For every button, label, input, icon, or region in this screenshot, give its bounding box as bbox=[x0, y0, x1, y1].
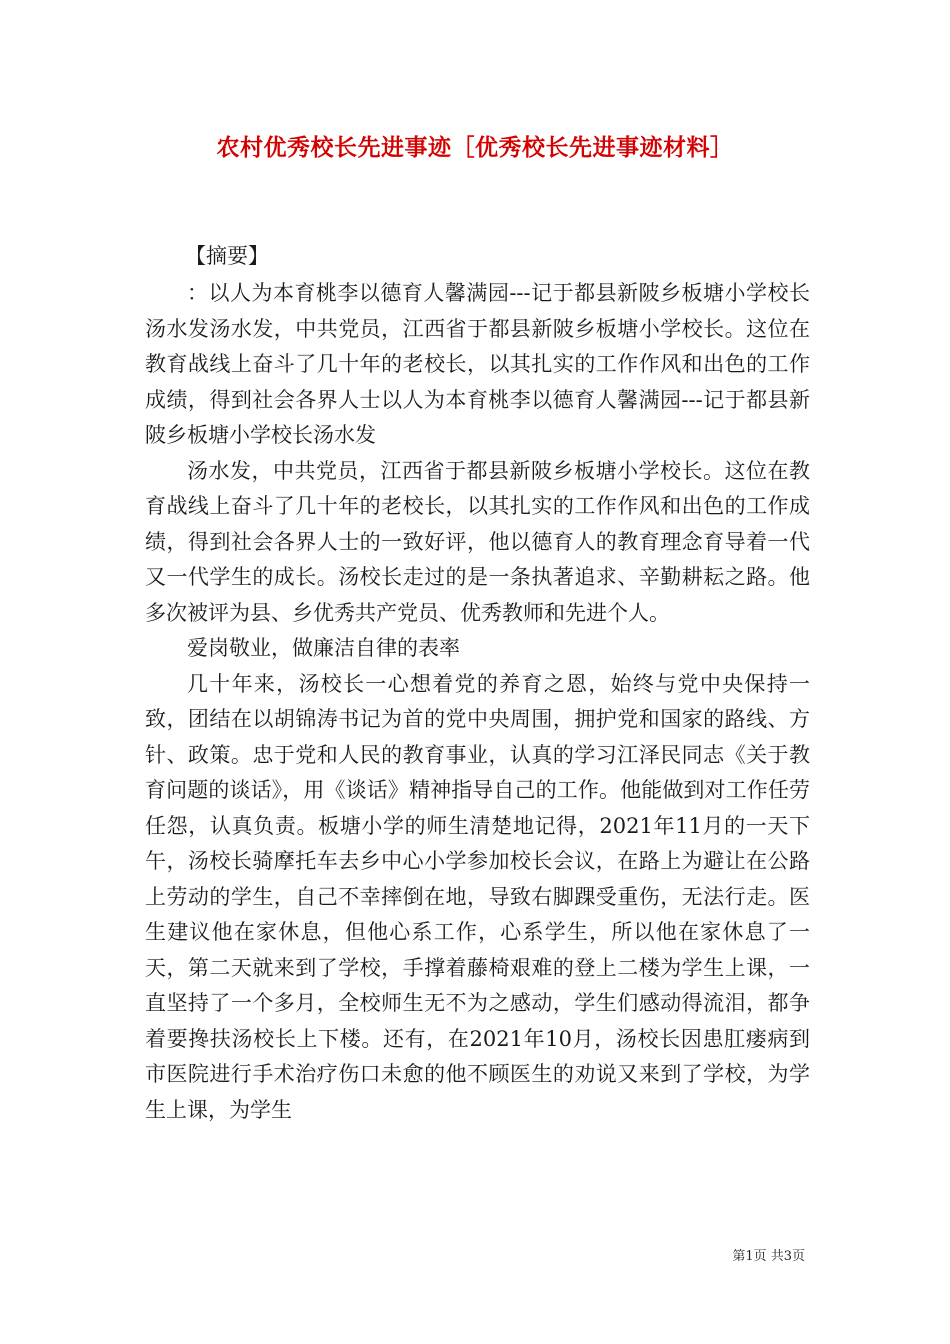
section-heading: 爱岗敬业，做廉洁自律的表率 bbox=[187, 636, 460, 660]
abstract-label: 【摘要】 bbox=[185, 244, 269, 268]
page-title: 农村优秀校长先进事迹［优秀校长先进事迹材料］ bbox=[216, 134, 734, 161]
body-text bbox=[145, 276, 810, 1128]
paragraph-intro: 汤水发，中共党员，江西省于都县新陂乡板塘小学校长。这位在教育战线上奋斗了几十年的老校长，以其扎实的工作作风和出色的工作成绩，得到社会各界人士的一致好评，他以德育人的教育理念育导着一代又一代学生的成长。汤校长走过的是一条执著追求、辛勤耕耘之路。他多次被评为县、乡优秀共产党员、优秀教师和先进个人。 bbox=[145, 458, 810, 625]
page-footer: 第1页 共3页 bbox=[732, 1249, 805, 1264]
paragraph-abstract: ：以人为本育桃李以德育人馨满园---记于都县新陂乡板塘小学校长汤水发汤水发，中共党员，江西省于都县新陂乡板塘小学校长。这位在教育战线上奋斗了几十年的老校长，以其扎实的工作作风和出色的工作成绩，得到社会各界人士以人为本育桃李以德育人馨满园---记于都县新陂乡板塘小学校长汤水发 bbox=[145, 281, 810, 447]
paragraph-story: 几十年来，汤校长一心想着党的养育之恩，始终与党中央保持一致，团结在以胡锦涛书记为首的党中央周围，拥护党和国家的路线、方针、政策。忠于党和人民的教育事业，认真的学习江泽民同志《关于教育问题的谈话》，用《谈话》精神指导自己的工作。他能做到对工作任劳任怨，认真负责。板塘小学的师生清楚地记得，2021年11月的一天下午，汤校长骑摩托车去乡中心小学参加校长会议，在路上为避让在公路上劳动的学生，自己不幸摔倒在地，导致右脚踝受重伤，无法行走。医生建议他在家休息，但他心系工作，心系学生，所以他在家休息了一天，第二天就来到了学校，手撑着藤椅艰难的登上二楼为学生上课，一直坚持了一个多月，全校师生无不为之感动，学生们感动得流泪，都争着要搀扶汤校长上下楼。还有，在2021年10月，汤校长因患肛瘘病到市医院进行手术治疗伤口未愈的他不顾医生的劝说又来到了学校，为学生上课，为学生 bbox=[145, 671, 810, 1122]
